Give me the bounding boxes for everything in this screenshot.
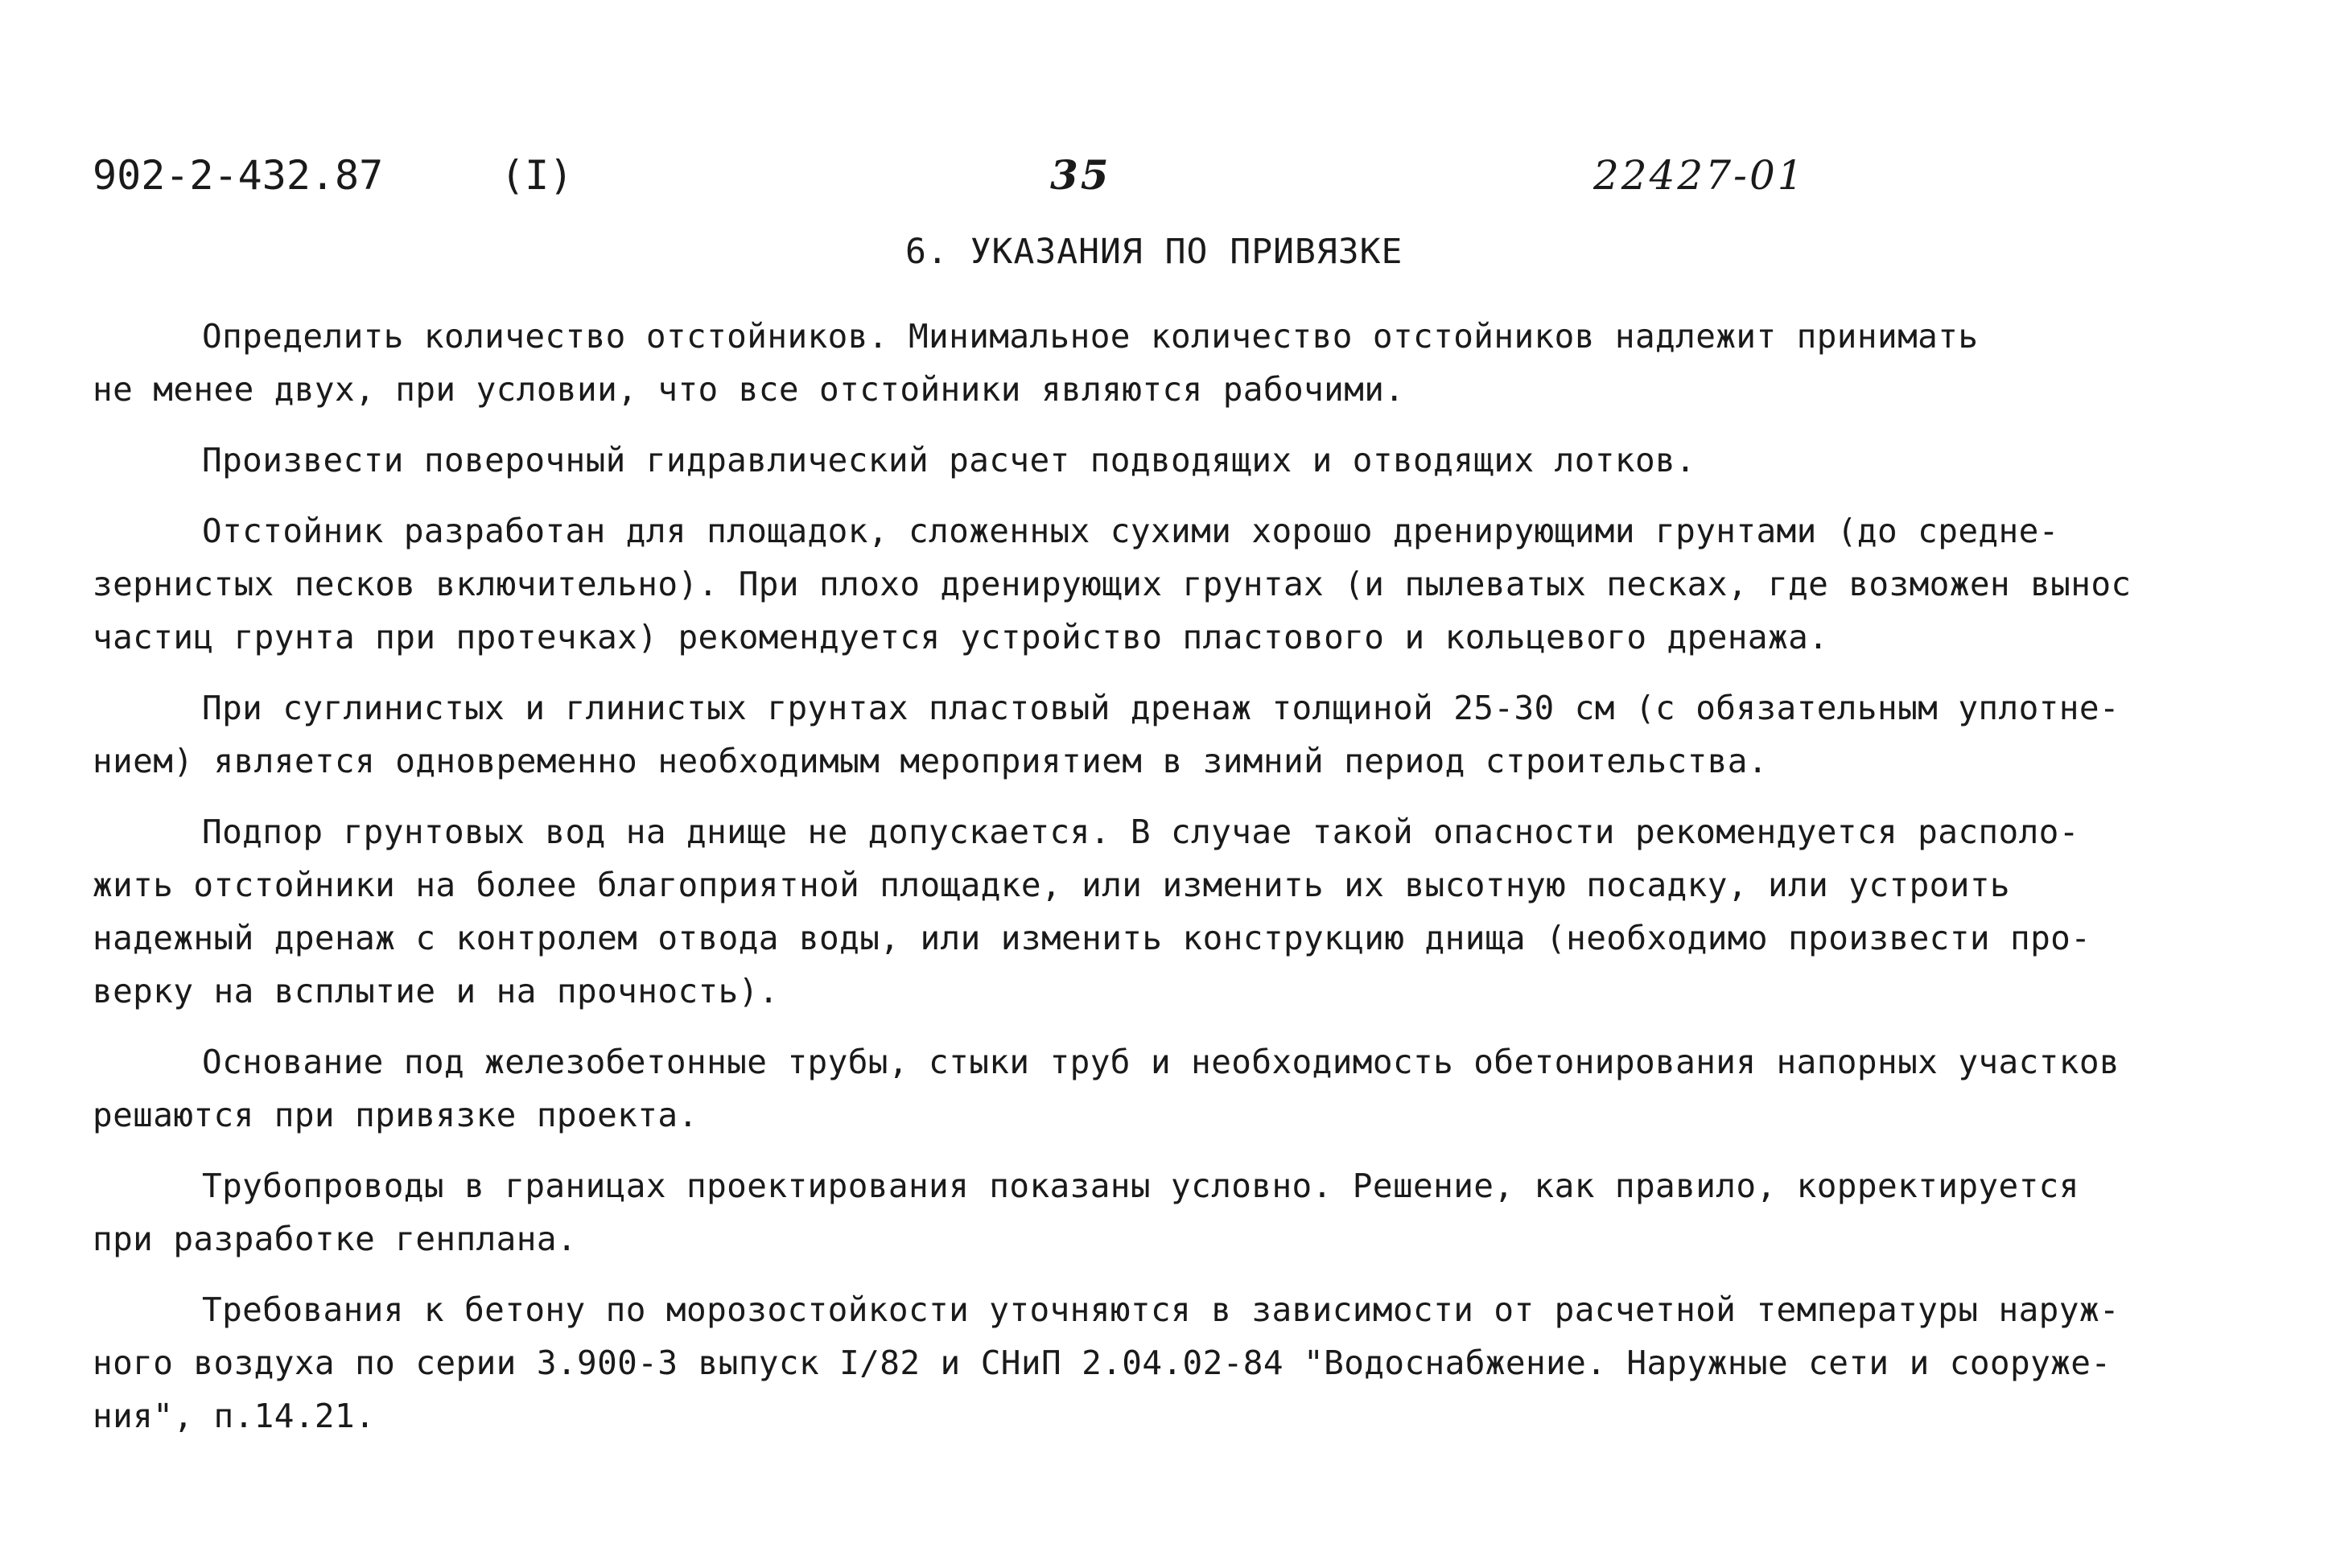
paragraph-line: верку на всплытие и на прочность). (93, 972, 779, 1010)
sheet-mark: (I) (501, 152, 574, 199)
paragraph-line: Определить количество отстойников. Минимальное количество отстойников надлежит принимать (202, 317, 1979, 356)
paragraph (93, 805, 2265, 1018)
paragraph (93, 434, 2265, 487)
paragraph-line: ния", п.14.21. (93, 1397, 376, 1435)
paragraph-line: зернистых песков включительно). При плохо дренирующих грунтах (и пылеватых песках, где возможен вынос (93, 565, 2132, 603)
paragraph (93, 310, 2265, 416)
document-code: 902-2-432.87 (93, 152, 384, 199)
inventory-number: 22427-01 (1593, 152, 1806, 199)
paragraph (93, 1283, 2265, 1442)
document-body (93, 310, 2265, 1460)
paragraph-line: решаются при привязке проекта. (93, 1096, 698, 1134)
paragraph-line: ного воздуха по серии 3.900-3 выпуск I/82 и СНиП 2.04.02-84 "Водоснабжение. Наружные сети и сооруже- (93, 1344, 2112, 1382)
page-number: 35 (1050, 151, 1111, 199)
paragraph-line: Требования к бетону по морозостойкости уточняются в зависимости от расчетной температуры наруж- (202, 1290, 2120, 1329)
paragraph-line: Подпор грунтовых вод на днище не допускается. В случае такой опасности рекомендуется располо- (202, 813, 2079, 851)
paragraph (93, 504, 2265, 664)
paragraph-line: надежный дренаж с контролем отвода воды, или изменить конструкцию днища (необходимо произвести про- (93, 919, 2091, 957)
paragraph (93, 1159, 2265, 1266)
paragraph-line: не менее двух, при условии, что все отстойники являются рабочими. (93, 370, 1405, 409)
paragraph-line: Основание под железобетонные трубы, стыки труб и необходимость обетонирования напорных участков (202, 1043, 2120, 1081)
paragraph-line: жить отстойники на более благоприятной площадке, или изменить их высотную посадку, или устроить (93, 866, 2010, 904)
paragraph-line: при разработке генплана. (93, 1220, 578, 1258)
paragraph-line: Отстойник разработан для площадок, сложенных сухими хорошо дренирующими грунтами (до средне- (202, 512, 2059, 550)
paragraph-line: частиц грунта при протечках) рекомендуется устройство пластового и кольцевого дренажа. (93, 618, 1829, 656)
paragraph-line: Трубопроводы в границах проектирования показаны условно. Решение, как правило, корректируется (202, 1167, 2079, 1205)
paragraph (93, 681, 2265, 788)
section-title: 6. УКАЗАНИЯ ПО ПРИВЯЗКЕ (905, 232, 1403, 272)
paragraph-line: нием) является одновременно необходимым мероприятием в зимний период строительства. (93, 742, 1768, 780)
paragraph-line: При суглинистых и глинистых грунтах пластовый дренаж толщиной 25-30 см (с обязательным уплотне- (202, 689, 2120, 727)
paragraph (93, 1035, 2265, 1142)
paragraph-line: Произвести поверочный гидравлический расчет подводящих и отводящих лотков. (202, 441, 1696, 479)
